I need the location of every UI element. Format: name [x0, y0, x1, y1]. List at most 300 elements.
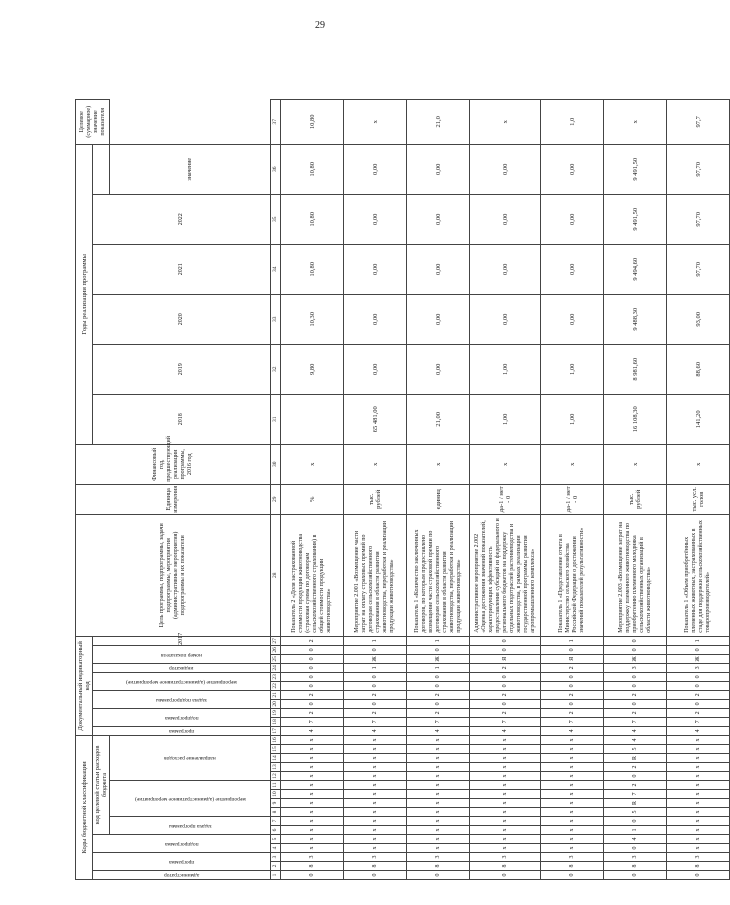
year-value-cell: 1,00	[470, 394, 541, 444]
year-value-cell: 1,00	[470, 344, 541, 394]
year-value-cell: 9,80	[281, 344, 344, 394]
unit-cell: тыс. рублей	[344, 484, 407, 514]
year-value-cell: 0,00	[541, 294, 604, 344]
code-cell: x	[407, 745, 470, 754]
doc-code-cell: 0	[604, 645, 667, 654]
column-number: 26	[271, 645, 281, 654]
year-value-cell: 8 981,60	[604, 344, 667, 394]
code-cell: 2	[604, 781, 667, 790]
doc-code-cell: 4	[470, 726, 541, 735]
code-cell: x	[281, 826, 344, 835]
column-number: 13	[271, 763, 281, 772]
doc-code-cell: 0	[407, 681, 470, 690]
code-cell: x	[541, 826, 604, 835]
code-cell: x	[281, 735, 344, 744]
code-cell: 8	[407, 862, 470, 871]
doc-code-cell: 4	[344, 726, 407, 735]
indicator-name: Административное мероприятие 2.002 «Оценка достижения значений показателей, характеризующих эффективность предоставления субсидий из федерального и регионального бюджетов на поддержку отдельных подотраслей растениеводства и животноводства, в рамках реализации государственной программы развития агропромышленного комплекса»	[470, 514, 541, 636]
doc-code-cell: 7	[541, 717, 604, 726]
doc-code-cell: 1	[407, 636, 470, 645]
doc-code-cell: 7	[344, 717, 407, 726]
column-number-row	[271, 99, 281, 879]
code-cell: x	[470, 735, 541, 744]
doc-code-cell: 0	[281, 663, 344, 672]
doc-code-cell: 4	[541, 726, 604, 735]
code-cell: x	[667, 754, 730, 763]
doc-code-cell: Я	[541, 654, 604, 663]
year-value-cell: 0,00	[541, 244, 604, 294]
code-cell: x	[281, 835, 344, 844]
doc-code-cell: 2	[604, 690, 667, 699]
code-cell: x	[541, 781, 604, 790]
code-cell: x	[407, 808, 470, 817]
doc-code-cell: 0	[281, 681, 344, 690]
code-cell: x	[344, 835, 407, 844]
column-number: 5	[271, 835, 281, 844]
code-cell: x	[281, 763, 344, 772]
table-body	[281, 99, 730, 879]
prev-year-cell: x	[541, 444, 604, 484]
code-cell: R	[604, 799, 667, 808]
final-value-cell: 1,0	[541, 99, 604, 144]
year-value-cell: 10,30	[281, 294, 344, 344]
doc-code-cell: 0	[541, 645, 604, 654]
code-cell: 3	[281, 853, 344, 862]
code-cell: x	[281, 754, 344, 763]
doc-code-cell: Ж	[407, 654, 470, 663]
column-number: 21	[271, 690, 281, 699]
doc-code-cell: Я	[470, 654, 541, 663]
code-cell: x	[344, 745, 407, 754]
year-value-cell: 9 491,50	[604, 194, 667, 244]
doc-code-cell: 2	[470, 663, 541, 672]
code-cell: x	[407, 826, 470, 835]
rotated-table-wrapper	[75, 100, 711, 880]
code-cell: x	[541, 817, 604, 826]
code-cell: x	[470, 835, 541, 844]
column-number: 35	[271, 194, 281, 244]
code-cell: x	[407, 754, 470, 763]
doc-code-cell: 2	[407, 708, 470, 717]
doc-code-cell: Ж	[667, 654, 730, 663]
doc-code-cell: 7	[667, 717, 730, 726]
indicator-name: Показатель 1 «Объем приобретённых племенных животных, застрахованных в стаде для поддержки сельскохозяйственных товаропроизводителей»	[667, 514, 730, 636]
doc-code-cell: 2	[604, 708, 667, 717]
doc-code-cell: 2	[541, 663, 604, 672]
doc-code-cell: 0	[281, 699, 344, 708]
year-2019-header: 2019	[93, 344, 271, 394]
year-value-cell: 21,00	[407, 394, 470, 444]
goal-header: Цель программы, подпрограммы, задачи подпрограммы, мероприятия (административные мероприятия) подпрограммы и их показатели	[76, 514, 271, 636]
code-cell: x	[407, 790, 470, 799]
code-cell: x	[407, 735, 470, 744]
code-cell: 2	[604, 763, 667, 772]
code-cell: x	[281, 781, 344, 790]
doc-code-cell: 0	[604, 699, 667, 708]
finance-prev-header: Финансовый год, предшествующий реализации программы, 2016 год	[76, 444, 271, 484]
year-value-cell: 10,80	[281, 144, 344, 194]
year-value-cell: 9 491,50	[604, 144, 667, 194]
code-cell: x	[344, 817, 407, 826]
doc-code-cell: 2	[541, 708, 604, 717]
code-cell: x	[344, 763, 407, 772]
code-cell: x	[541, 735, 604, 744]
doc-task-header: задача подпрограммы	[93, 690, 271, 708]
code-cell: x	[470, 844, 541, 853]
code-cell: x	[281, 772, 344, 781]
doc-code-cell: 0	[470, 699, 541, 708]
doc-code-cell: 2	[344, 690, 407, 699]
year-value-cell: 1,00	[541, 344, 604, 394]
table-row	[470, 99, 541, 879]
table-row	[407, 99, 470, 879]
code-cell: x	[667, 826, 730, 835]
subprog-header: подпрограмма	[93, 835, 271, 853]
code-cell: 5	[604, 808, 667, 817]
doc-code-cell: 0	[667, 681, 730, 690]
code-cell: x	[667, 835, 730, 844]
code-cell: x	[667, 763, 730, 772]
column-number: 30	[271, 444, 281, 484]
doc-code-cell: 0	[667, 699, 730, 708]
code-cell: x	[407, 844, 470, 853]
code-cell: x	[407, 817, 470, 826]
doc-code-cell: 0	[667, 672, 730, 681]
column-number: 23	[271, 672, 281, 681]
code-cell: x	[344, 790, 407, 799]
doc-number-header: номер показателя	[93, 645, 271, 663]
doc-code-cell: 0	[541, 681, 604, 690]
doc-code-cell: 1	[667, 636, 730, 645]
doc-code-cell: 0	[281, 654, 344, 663]
doc-code-cell: 0	[604, 681, 667, 690]
doc-code-cell: 0	[344, 699, 407, 708]
column-number: 12	[271, 772, 281, 781]
code-cell: x	[470, 808, 541, 817]
prev-year-cell: x	[407, 444, 470, 484]
code-cell: 8	[667, 862, 730, 871]
final-value-cell: x	[470, 99, 541, 144]
doc-code-cell: 0	[541, 699, 604, 708]
column-number: 11	[271, 781, 281, 790]
code-cell: x	[541, 844, 604, 853]
code-cell: 0	[604, 844, 667, 853]
doc-code-cell: 2	[470, 690, 541, 699]
doc-code-cell: 4	[281, 726, 344, 735]
code-cell: 3	[470, 853, 541, 862]
final-value-header: значение	[110, 144, 271, 194]
year-value-cell: 93,00	[667, 294, 730, 344]
doc-code-cell: 0	[604, 636, 667, 645]
unit-cell: единиц	[407, 484, 470, 514]
code-cell: x	[667, 817, 730, 826]
year-value-cell: 16 108,30	[604, 394, 667, 444]
year-value-cell: 10,80	[281, 244, 344, 294]
code-cell: x	[344, 735, 407, 744]
code-cell: x	[470, 772, 541, 781]
doc-code-cell: 0	[407, 699, 470, 708]
doc-code-cell: 4	[407, 726, 470, 735]
year-value-cell: 0,00	[407, 144, 470, 194]
code-cell: 5	[604, 745, 667, 754]
years-group-header: Годы реализации программы	[76, 144, 93, 444]
year-value-cell: 0,00	[541, 194, 604, 244]
code-cell: 0	[407, 871, 470, 880]
year-value-cell: 97,70	[667, 144, 730, 194]
year-value-cell: 0,00	[470, 294, 541, 344]
measure-header: мероприятие (административное мероприятие)	[110, 781, 271, 817]
code-cell: 8	[470, 862, 541, 871]
doc-code-cell: 2	[667, 690, 730, 699]
doc-code-cell: 2	[407, 690, 470, 699]
column-number: 34	[271, 244, 281, 294]
column-number: 3	[271, 853, 281, 862]
indicator-name: Показатель 1 «Представление отчета в Министерство сельского хозяйства Российской Федерации о достижении значений показателей результативности»	[541, 514, 604, 636]
code-cell: x	[407, 763, 470, 772]
unit-header: Единица измерения	[76, 484, 271, 514]
code-cell: x	[281, 844, 344, 853]
doc-code-cell: 1	[344, 636, 407, 645]
code-cell: x	[470, 799, 541, 808]
column-number: 29	[271, 484, 281, 514]
code-cell: 4	[604, 735, 667, 744]
doc-code-cell: 0	[604, 672, 667, 681]
year-value-cell: 0,00	[470, 144, 541, 194]
unit-cell: тыс. рублей	[604, 484, 667, 514]
year-value-cell: 0,00	[344, 244, 407, 294]
year-2017-header: 2017	[93, 636, 271, 645]
code-cell: 7	[604, 790, 667, 799]
indicator-name: Показатель 1 «Количество заключенных договоров, по которым предоставлено возмещение части страховой премии по договорам сельскохозяйственного страхования в области развития животноводства, переработки и реализации продукции животноводства»	[407, 514, 470, 636]
code-cell: 0	[667, 871, 730, 880]
kcsr-group-header: код целевой статьи расходов бюджета	[93, 735, 110, 834]
year-value-cell: 0,00	[344, 194, 407, 244]
year-value-cell: 0,00	[407, 194, 470, 244]
doc-code-cell: 2	[667, 708, 730, 717]
year-2020-header: 2020	[93, 294, 271, 344]
doc-code-cell: 0	[470, 636, 541, 645]
doc-code-cell: 1	[407, 663, 470, 672]
doc-code-cell: 0	[281, 645, 344, 654]
doc-code-cell: 0	[470, 672, 541, 681]
column-number: 20	[271, 699, 281, 708]
doc-code-cell: 0	[344, 681, 407, 690]
prev-year-cell: x	[604, 444, 667, 484]
doc-code-cell: 7	[470, 717, 541, 726]
table-row	[667, 99, 730, 879]
code-cell: 0	[344, 871, 407, 880]
doc-code-cell: 0	[344, 672, 407, 681]
doc-indicator-header: индикатор	[93, 663, 271, 672]
column-number: 25	[271, 654, 281, 663]
table-row	[281, 99, 344, 879]
year-value-cell: 9 488,30	[604, 294, 667, 344]
indicator-name: Мероприятие 2.003 «Возмещение затрат на поддержку племенного животноводства по приобретению племенного молодняка сельскохозяйственных организаций в области животноводства»	[604, 514, 667, 636]
code-cell: 3	[604, 853, 667, 862]
code-cell: 4	[604, 835, 667, 844]
unit-cell: %	[281, 484, 344, 514]
column-number: 17	[271, 726, 281, 735]
code-cell: x	[541, 790, 604, 799]
doc-subprog-header: подпрограмма	[93, 708, 271, 726]
code-cell: 3	[667, 853, 730, 862]
code-cell: x	[541, 772, 604, 781]
table-row	[344, 99, 407, 879]
code-cell: x	[470, 745, 541, 754]
doc-code-cell: 7	[407, 717, 470, 726]
code-cell: x	[541, 835, 604, 844]
column-number: 36	[271, 144, 281, 194]
program-indicators-table	[75, 99, 730, 880]
code-cell: 0	[281, 871, 344, 880]
year-value-cell: 0,00	[344, 294, 407, 344]
column-number: 8	[271, 808, 281, 817]
year-value-cell: 0,00	[470, 244, 541, 294]
column-number: 22	[271, 681, 281, 690]
direction-header: направление расходов	[110, 735, 271, 780]
doc-code-cell: 0	[470, 645, 541, 654]
column-number: 6	[271, 826, 281, 835]
code-cell: x	[541, 763, 604, 772]
year-value-cell: 97,70	[667, 244, 730, 294]
docs-group-header: Документальный индикаторный код	[76, 636, 93, 735]
code-cell: x	[281, 799, 344, 808]
code-cell: x	[281, 817, 344, 826]
code-cell: 0	[470, 871, 541, 880]
code-cell: 0	[541, 871, 604, 880]
final-value-cell: 97,7	[667, 99, 730, 144]
code-cell: x	[407, 772, 470, 781]
column-number: 16	[271, 735, 281, 744]
column-number: 18	[271, 717, 281, 726]
code-cell: x	[470, 781, 541, 790]
column-number: 10	[271, 790, 281, 799]
doc-code-cell: Ж	[604, 654, 667, 663]
unit-cell: тыс. усл. голов	[667, 484, 730, 514]
code-cell: 1	[604, 826, 667, 835]
doc-code-cell: 2	[281, 690, 344, 699]
doc-code-cell: 2	[541, 690, 604, 699]
code-cell: R	[604, 754, 667, 763]
column-number: 14	[271, 754, 281, 763]
task-header: задача программы	[110, 817, 271, 835]
prev-year-cell: x	[470, 444, 541, 484]
year-value-cell: 0,00	[407, 344, 470, 394]
column-number: 2	[271, 862, 281, 871]
code-cell: 8	[344, 862, 407, 871]
doc-code-cell: Ж	[344, 654, 407, 663]
code-cell: x	[470, 817, 541, 826]
code-cell: x	[344, 808, 407, 817]
indicator-name: Показатель 2 «Доля застрахованной стоимости продукции животноводства (страховая сумма по договорам сельскохозяйственного страхования) в общей стоимости продукции животноводства»	[281, 514, 344, 636]
doc-code-cell: 4	[604, 726, 667, 735]
code-cell: 8	[281, 862, 344, 871]
column-number: 15	[271, 745, 281, 754]
doc-code-cell: 3	[667, 663, 730, 672]
code-cell: 0	[604, 817, 667, 826]
doc-code-cell: 2	[281, 636, 344, 645]
doc-code-cell: 0	[407, 672, 470, 681]
page-number: 29	[315, 20, 325, 31]
column-number: 19	[271, 708, 281, 717]
code-cell: x	[667, 808, 730, 817]
doc-code-cell: 4	[667, 726, 730, 735]
year-value-cell: 141,20	[667, 394, 730, 444]
year-value-cell: 0,00	[407, 244, 470, 294]
code-cell: x	[667, 799, 730, 808]
code-cell: x	[541, 799, 604, 808]
column-number: 7	[271, 817, 281, 826]
year-2021-header: 2021	[93, 244, 271, 294]
final-value-cell: 10,80	[281, 99, 344, 144]
year-value-cell: 65 481,00	[344, 394, 407, 444]
final-value-cell: x	[344, 99, 407, 144]
year-value-cell: 10,80	[281, 194, 344, 244]
code-cell: x	[667, 844, 730, 853]
code-cell: x	[667, 790, 730, 799]
column-number: 33	[271, 294, 281, 344]
column-number: 9	[271, 799, 281, 808]
admin-header: администратор	[93, 871, 271, 880]
year-value-cell	[281, 394, 344, 444]
code-cell: x	[667, 745, 730, 754]
code-cell: x	[470, 754, 541, 763]
doc-prog-header: программа	[93, 726, 271, 735]
doc-code-cell: 2	[281, 708, 344, 717]
column-number: 37	[271, 99, 281, 144]
year-value-cell: 88,60	[667, 344, 730, 394]
code-cell: 8	[604, 862, 667, 871]
doc-code-cell: 0	[344, 645, 407, 654]
code-cell: x	[407, 781, 470, 790]
doc-code-cell: 2	[344, 708, 407, 717]
prog-header: программа	[93, 853, 271, 871]
table-row	[604, 99, 667, 879]
doc-measure-header: мероприятие (административное мероприятие)	[93, 672, 271, 690]
year-value-cell: 0,00	[541, 144, 604, 194]
code-cell: x	[281, 745, 344, 754]
code-cell: x	[281, 790, 344, 799]
code-cell: 3	[344, 853, 407, 862]
code-cell: x	[344, 844, 407, 853]
codes-group-header: Коды бюджетной классификации	[76, 735, 93, 879]
doc-code-cell: 0	[407, 645, 470, 654]
doc-code-cell: 0	[667, 645, 730, 654]
doc-code-cell: 7	[604, 717, 667, 726]
column-number: 24	[271, 663, 281, 672]
code-cell: 0	[604, 871, 667, 880]
year-value-cell: 0,00	[344, 344, 407, 394]
code-cell: x	[281, 808, 344, 817]
code-cell: x	[344, 781, 407, 790]
prev-year-cell: x	[281, 444, 344, 484]
year-2022-header: 2022	[93, 194, 271, 244]
code-cell: x	[470, 763, 541, 772]
doc-code-cell: 0	[541, 672, 604, 681]
code-cell: x	[344, 772, 407, 781]
year-value-cell: 1,00	[541, 394, 604, 444]
prev-year-cell: x	[344, 444, 407, 484]
code-cell: x	[541, 745, 604, 754]
doc-code-cell: 1	[344, 663, 407, 672]
doc-code-cell: 7	[281, 717, 344, 726]
code-cell: x	[470, 826, 541, 835]
code-cell: x	[667, 735, 730, 744]
column-number: 4	[271, 844, 281, 853]
year-value-cell: 0,00	[470, 194, 541, 244]
code-cell: x	[407, 799, 470, 808]
code-cell: x	[407, 835, 470, 844]
